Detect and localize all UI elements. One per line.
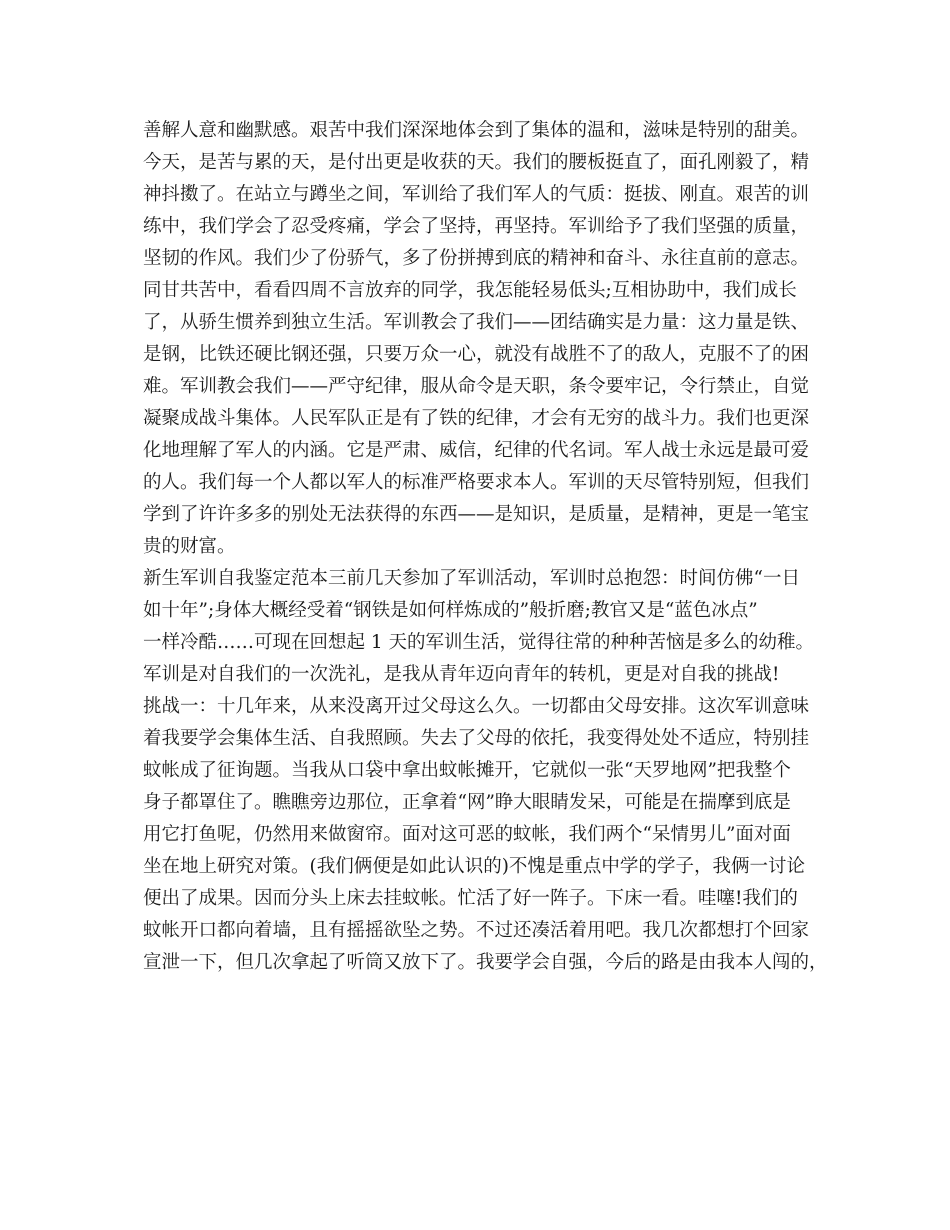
text-line: 宣泄一下，但几次拿起了听筒又放下了。我要学会自强，今后的路是由我本人闯的， <box>143 952 828 973</box>
text-line: 神抖擞了。在站立与蹲坐之间，军训给了我们军人的气质：挺拔、刚直。艰苦的训 <box>143 184 810 205</box>
text-line: 今天，是苦与累的天，是付出更是收获的天。我们的腰板挺直了，面孔刚毅了，精 <box>143 152 810 173</box>
text-line: 的人。我们每一个人都以军人的标准严格要求本人。军训的天尽管特别短，但我们 <box>143 472 810 493</box>
text-line: 蚊帐成了征询题。当我从口袋中拿出蚊帐摊开，它就似一张“天罗地网”把我整个 <box>143 760 791 781</box>
text-line: 坚韧的作风。我们少了份骄气，多了份拼搏到底的精神和奋斗、永往直前的意志。 <box>143 248 810 269</box>
text-line: 军训是对自我们的一次洗礼，是我从青年迈向青年的转机，更是对自我的挑战! <box>143 664 780 685</box>
text-line: 贵的财富。 <box>143 536 236 557</box>
text-line: 挑战一：十几年来，从来没离开过父母这么久。一切都由父母安排。这次军训意味 <box>143 696 810 717</box>
text-line: 同甘共苦中，看看四周不言放弃的同学，我怎能轻易低头;互相协助中，我们成长 <box>143 280 797 301</box>
text-line: 是钢，比铁还硬比钢还强，只要万众一心，就没有战胜不了的敌人，克服不了的困 <box>143 344 810 365</box>
text-line: 着我要学会集体生活、自我照顾。失去了父母的依托，我变得处处不适应，特别挂 <box>143 728 810 749</box>
text-line: 善解人意和幽默感。艰苦中我们深深地体会到了集体的温和，滋味是特别的甜美。 <box>143 120 810 141</box>
body-text <box>143 115 833 979</box>
text-line: 用它打鱼呢，仍然用来做窗帘。面对这可恶的蚊帐，我们两个“呆情男儿”面对面 <box>143 824 791 845</box>
text-line: 凝聚成战斗集体。人民军队正是有了铁的纪律，才会有无穷的战斗力。我们也更深 <box>143 408 810 429</box>
text-line: 身子都罩住了。瞧瞧旁边那位，正拿着“网”睁大眼睛发呆，可能是在揣摩到底是 <box>143 792 791 813</box>
text-line: 化地理解了军人的内涵。它是严肃、威信，纪律的代名词。军人战士永远是最可爱 <box>143 440 810 461</box>
text-line: 新生军训自我鉴定范本三前几天参加了军训活动，军训时总抱怨：时间仿佛“一日 <box>143 568 800 589</box>
text-line: 坐在地上研究对策。(我们俩便是如此认识的)不愧是重点中学的学子，我俩一讨论 <box>143 856 805 877</box>
text-line: 练中，我们学会了忍受疼痛，学会了坚持，再坚持。军训给予了我们坚强的质量， <box>143 216 810 237</box>
text-line: 了，从骄生惯养到独立生活。军训教会了我们——团结确实是力量：这力量是铁、 <box>143 312 810 333</box>
text-line: 难。军训教会我们——严守纪律，服从命令是天职，条令要牢记，令行禁止，自觉 <box>143 376 810 397</box>
text-line: 一样冷酷……可现在回想起 1 天的军训生活，觉得往常的种种苦恼是多么的幼稚。 <box>143 632 815 653</box>
text-line: 如十年”;身体大概经受着“钢铁是如何样炼成的”般折磨;教官又是“蓝色冰点” <box>143 600 758 621</box>
text-line: 学到了许许多多的别处无法获得的东西——是知识，是质量，是精神，更是一笔宝 <box>143 504 810 525</box>
text-line: 蚊帐开口都向着墙，且有摇摇欲坠之势。不过还凑活着用吧。我几次都想打个回家 <box>143 920 810 941</box>
text-line: 便出了成果。因而分头上床去挂蚊帐。忙活了好一阵子。下床一看。哇噻!我们的 <box>143 888 798 909</box>
